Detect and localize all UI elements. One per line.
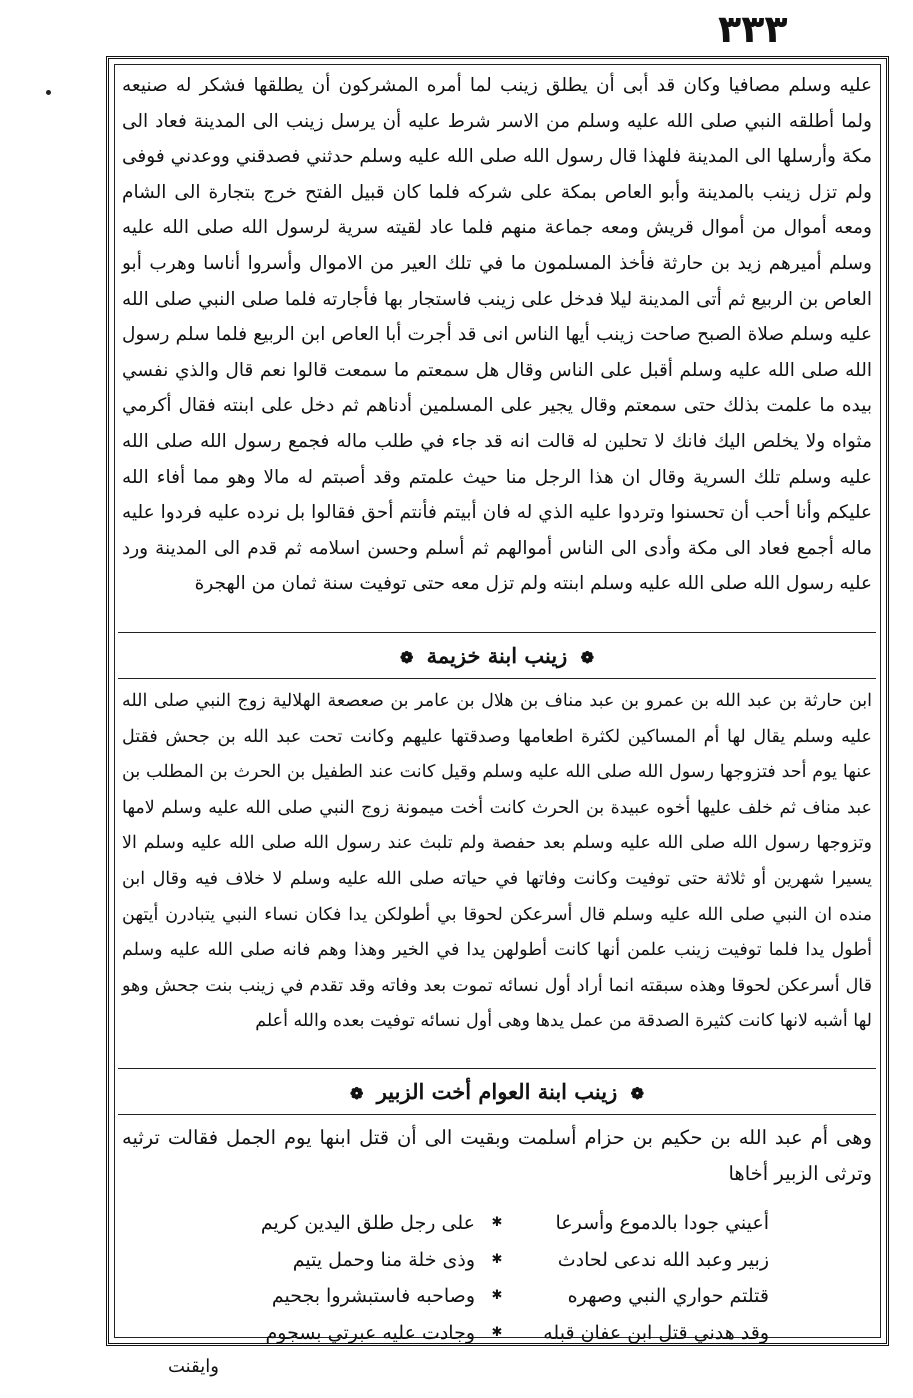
catchword: وايقنت <box>168 1356 219 1377</box>
verse-separator-icon: ✱ <box>491 1288 503 1303</box>
ornament-left-icon: ❁ <box>399 648 414 667</box>
divider <box>118 1068 876 1069</box>
section-3-title: زينب ابنة العوام أخت الزبير <box>376 1079 618 1104</box>
poem-verse <box>122 1315 872 1352</box>
verse-second-hemistich: وذى خلة منا وحمل يتيم <box>292 1248 475 1271</box>
divider <box>118 678 876 679</box>
section-3-heading <box>118 1072 876 1112</box>
section-3-paragraph: وهى أم عبد الله بن حكيم بن حزام أسلمت وبقيت الى أن قتل ابنها يوم الجمل فقالت ترثيه وترثى الزبير أخاها <box>122 1126 872 1185</box>
section-1-text <box>122 68 872 626</box>
poem-verse <box>122 1242 872 1279</box>
poem-verse <box>122 1205 872 1242</box>
ornament-right-icon: ❁ <box>630 1084 644 1103</box>
section-3-text <box>122 1120 872 1192</box>
verse-first-hemistich: أعيني جودا بالدموع وأسرعا <box>555 1212 769 1234</box>
verse-second-hemistich: على رجل طلق اليدين كريم <box>260 1212 475 1234</box>
section-2-heading <box>118 636 876 676</box>
divider <box>118 632 876 633</box>
divider <box>118 1114 876 1115</box>
poem <box>122 1205 872 1351</box>
margin-mark <box>46 90 51 95</box>
verse-first-hemistich: قتلتم حواري النبي وصهره <box>567 1285 769 1307</box>
section-2-text <box>122 684 872 1060</box>
verse-second-hemistich: وجادت عليه عبرتي بسجوم <box>265 1321 475 1344</box>
section-2-paragraph: ابن حارثة بن عبد الله بن عمرو بن عبد مناف بن هلال بن عامر بن صعصعة الهلالية زوج النبي صلى الله عليه وسلم يقال لها أم المساكين لكثرة اطعامها وصدقتها عليهم وكانت تحت عبد الله بن جحش فقتل عنها يوم أحد فتزوجها رسول الله صلى الله عليه وسلم وقيل كانت عند الطفيل بن الحرث بن المطلب بن عبد مناف ثم خلف عليها أخوه عبيدة بن الحرث كانت أخت ميمونة زوج النبي صلى الله عليه وسلم لامها وتزوجها رسول الله صلى الله عليه وسلم بعد حفصة ولم تلبث عند رسول الله صلى الله عليه وسلم الا يسيرا شهرين أو ثلاثة حتى توفيت وكانت وفاتها في حياته صلى الله عليه وسلم لا خلاف فيه وقال ابن منده ان النبي صلى الله عليه وسلم قال أسرعكن لحوقا بي أطولكن يدا فكان نساء النبي يتبادرن أيتهن أطول يدا فلما توفيت زينب علمن أنها كانت أطولهن يدا في الخير وهذا وهم فانه صلى الله عليه وسلم قال أسرعكن لحوقا وهذه سبقته انما أراد أول نسائه تموت بعد وفاته وقد تقدم في زينب بنت جحش وهو لها أشبه لانها كانت كثيرة الصدقة من عمل يدها وهى أول نسائه توفيت بعده والله أعلم <box>122 691 872 1032</box>
ornament-right-icon: ❁ <box>580 648 595 667</box>
section-2-title: زينب ابنة خزيمة <box>426 643 568 668</box>
section-1-paragraph: عليه وسلم مصافيا وكان قد أبى أن يطلق زينب لما أمره المشركون أن يطلقها فشكر له صنيعه ولما أطلقه النبي صلى الله عليه وسلم من الاسر شرط عليه أن يرسل زينب الى المدينة فعاد الى مكة وأرسلها الى المدينة فلهذا قال رسول الله صلى الله عليه وسلم حدثني فصدقني ووعدني فوفى ولم تزل زينب بالمدينة وأبو العاص بمكة على شركه فلما كان قبيل الفتح خرج بتجارة الى الشام ومعه أموال من أموال قريش ومعه جماعة منهم فلما عاد لقيته سرية لرسول الله صلى الله عليه وسلم أميرهم زيد بن حارثة فأخذ المسلمون ما في تلك العير من الاموال وأسروا أناسا وهرب أبو العاص بن الربيع ثم أتى المدينة ليلا فدخل على زينب فاستجار بها فأجارته فلما صلى النبي صلى الله عليه وسلم صلاة الصبح صاحت زينب أيها الناس انى قد أجرت أبا العاص ابن الربيع فلما سلم رسول الله صلى الله عليه وسلم أقبل على الناس وقال هل سمعتم ما سمعت قالوا نعم قال والذي نفسي بيده ما علمت بذلك حتى سمعتم وقال يجير على المسلمين أدناهم ثم دخل على ابنته فقال أكرمي مثواه ولا يخلص اليك فانك لا تحلين له قالت انه قد جاء في طلب ماله فجمع رسول الله صلى الله عليه وسلم تلك السرية وقال ان هذا الرجل منا حيث علمتم وقد أصبتم له مالا وهو مما أفاء الله عليكم وأنا أحب أن تحسنوا وتردوا عليه الذي له فان أبيتم فأنتم أحق فقالوا بل نرده عليه فردوا عليه ماله أجمع فعاد الى مكة وأدى الى الناس أموالهم ثم أسلم وحسن اسلامه ثم قدم الى المدينة ورد عليه رسول الله صلى الله عليه وسلم ابنته ولم تزل معه حتى توفيت سنة ثمان من الهجرة <box>122 75 872 595</box>
verse-second-hemistich: وصاحبه فاستبشروا بجحيم <box>271 1285 475 1307</box>
verse-first-hemistich: وقد هدني قتل ابن عفان قبله <box>543 1321 769 1344</box>
page-number: ٣٣٣ <box>718 7 788 51</box>
verse-separator-icon: ✱ <box>491 1215 503 1230</box>
verse-separator-icon: ✱ <box>491 1324 503 1340</box>
poem-verse <box>122 1278 872 1315</box>
ornament-left-icon: ❁ <box>350 1084 364 1103</box>
verse-first-hemistich: زبير وعبد الله ندعى لحادث <box>557 1248 769 1271</box>
verse-separator-icon: ✱ <box>491 1251 503 1267</box>
